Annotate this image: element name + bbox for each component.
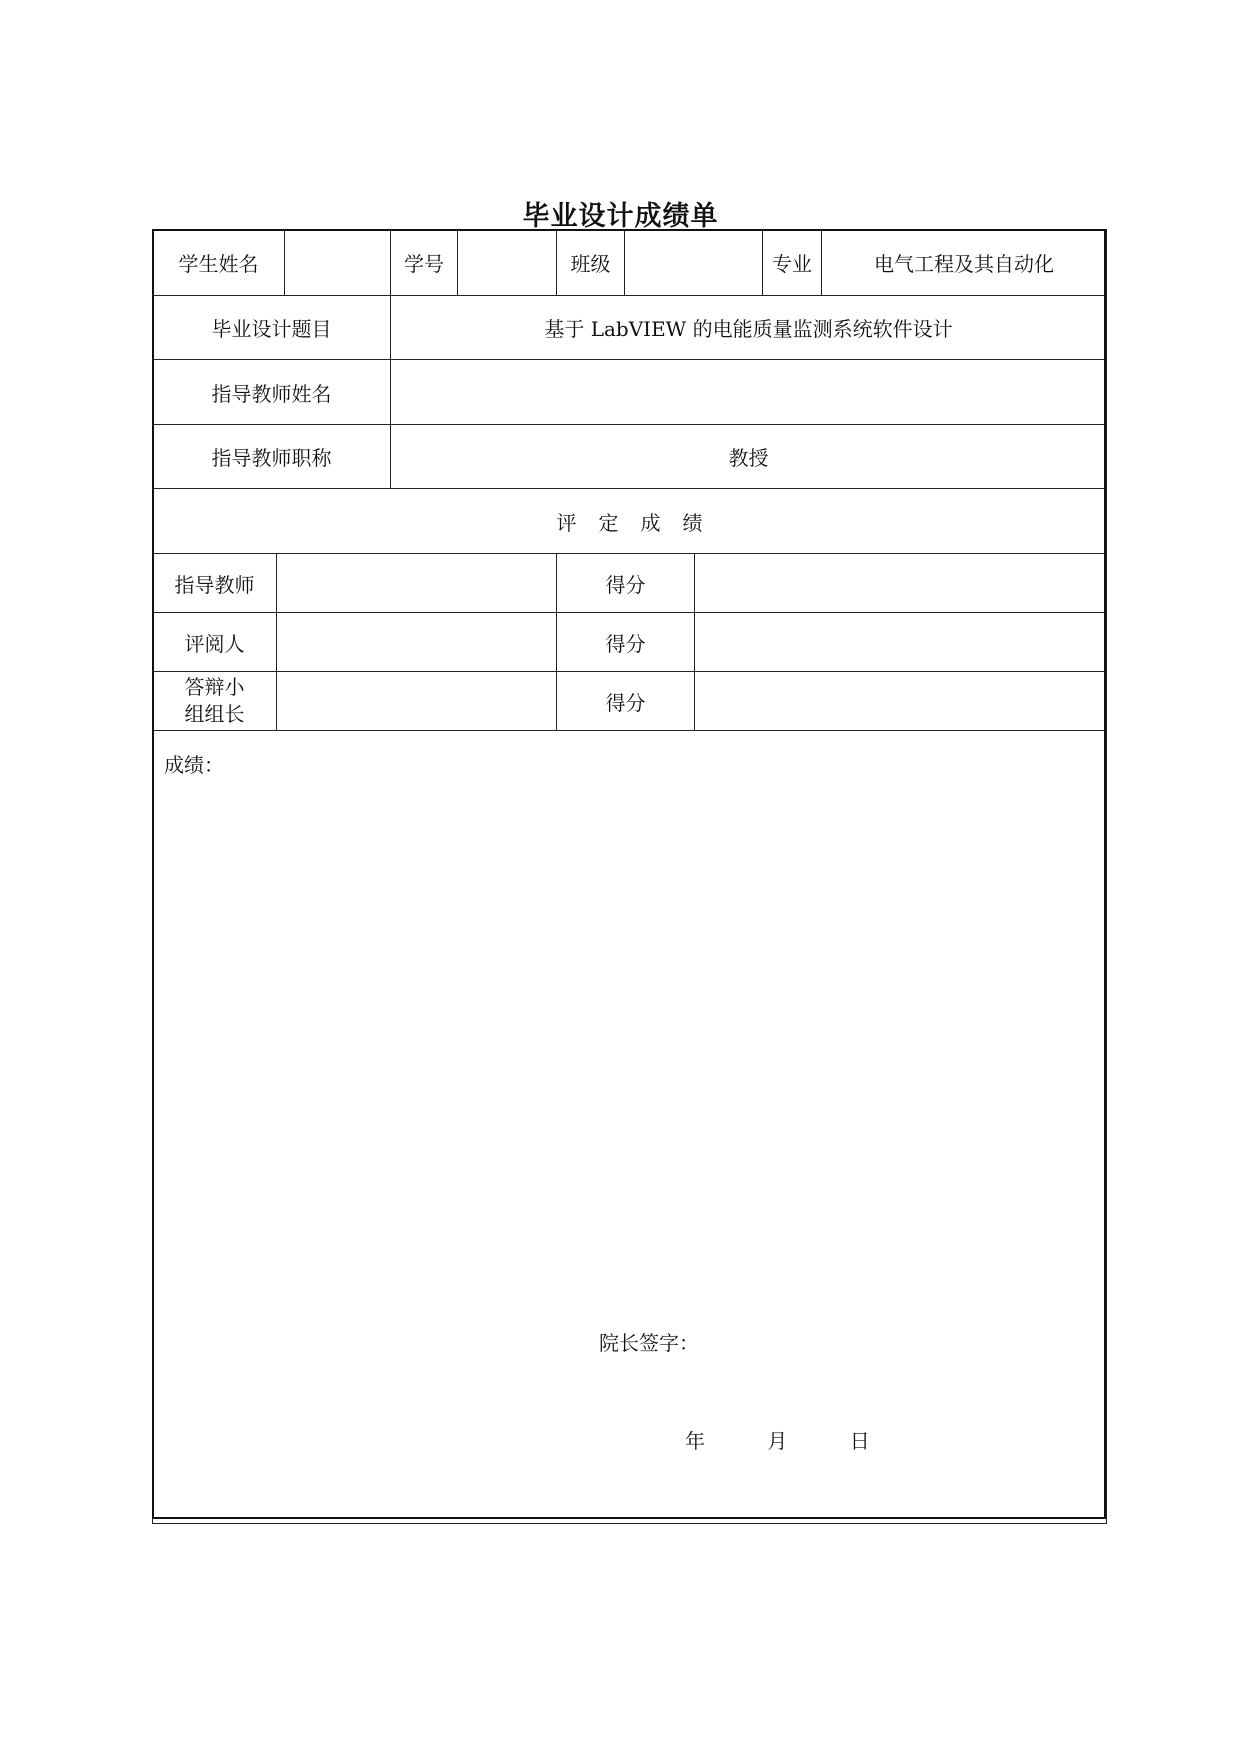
- evaluation-header: 评定成绩: [153, 489, 1107, 554]
- reviewer-score-field[interactable]: [695, 613, 1107, 672]
- advisor-role-label: 指导教师: [153, 554, 277, 613]
- advisor-name-row: [153, 360, 1107, 425]
- evaluation-header-row: [153, 489, 1107, 554]
- final-grade-row: [153, 731, 1107, 1524]
- defense-leader-role-line2: 组组长: [184, 702, 245, 726]
- topic-label: 毕业设计题目: [153, 296, 391, 360]
- year-label: 年: [685, 1429, 705, 1453]
- defense-leader-role-line1: 答辩小: [184, 675, 245, 699]
- student-name-field[interactable]: [285, 230, 391, 296]
- defense-leader-signer-field[interactable]: [277, 672, 557, 731]
- page-title: 毕业设计成绩单: [522, 201, 719, 232]
- student-name-label: 学生姓名: [153, 230, 285, 296]
- grade-label: 成绩：: [164, 753, 224, 777]
- class-label: 班级: [557, 230, 625, 296]
- reviewer-role-label: 评阅人: [153, 613, 277, 672]
- advisor-name-label: 指导教师姓名: [153, 360, 391, 425]
- advisor-title-field[interactable]: 教授: [391, 425, 1107, 489]
- student-id-field[interactable]: [458, 230, 557, 296]
- advisor-signer-field[interactable]: [277, 554, 557, 613]
- topic-row: [153, 296, 1107, 360]
- advisor-score-field[interactable]: [695, 554, 1107, 613]
- reviewer-score-label: 得分: [557, 613, 695, 672]
- advisor-name-field[interactable]: [391, 360, 1107, 425]
- defense-leader-role-label: [153, 672, 277, 731]
- advisor-score-label: 得分: [557, 554, 695, 613]
- major-field[interactable]: 电气工程及其自动化: [822, 230, 1107, 296]
- score-row: [153, 672, 1107, 731]
- advisor-title-row: [153, 425, 1107, 489]
- grade-form-table: [152, 229, 1107, 1524]
- student-info-row: [153, 230, 1107, 296]
- score-row: [153, 613, 1107, 672]
- final-grade-area[interactable]: [153, 731, 1107, 1524]
- day-label: 日: [849, 1429, 870, 1453]
- signature-date: [685, 1425, 870, 1454]
- major-label: 专业: [763, 230, 822, 296]
- score-row: [153, 554, 1107, 613]
- advisor-title-label: 指导教师职称: [153, 425, 391, 489]
- dean-signature-label: 院长签字：: [599, 1331, 699, 1355]
- defense-leader-score-field[interactable]: [695, 672, 1107, 731]
- student-id-label: 学号: [391, 230, 458, 296]
- reviewer-signer-field[interactable]: [277, 613, 557, 672]
- month-label: 月: [767, 1429, 788, 1453]
- topic-field[interactable]: 基于 LabVIEW 的电能质量监测系统软件设计: [391, 296, 1107, 360]
- defense-leader-score-label: 得分: [557, 672, 695, 731]
- class-field[interactable]: [625, 230, 763, 296]
